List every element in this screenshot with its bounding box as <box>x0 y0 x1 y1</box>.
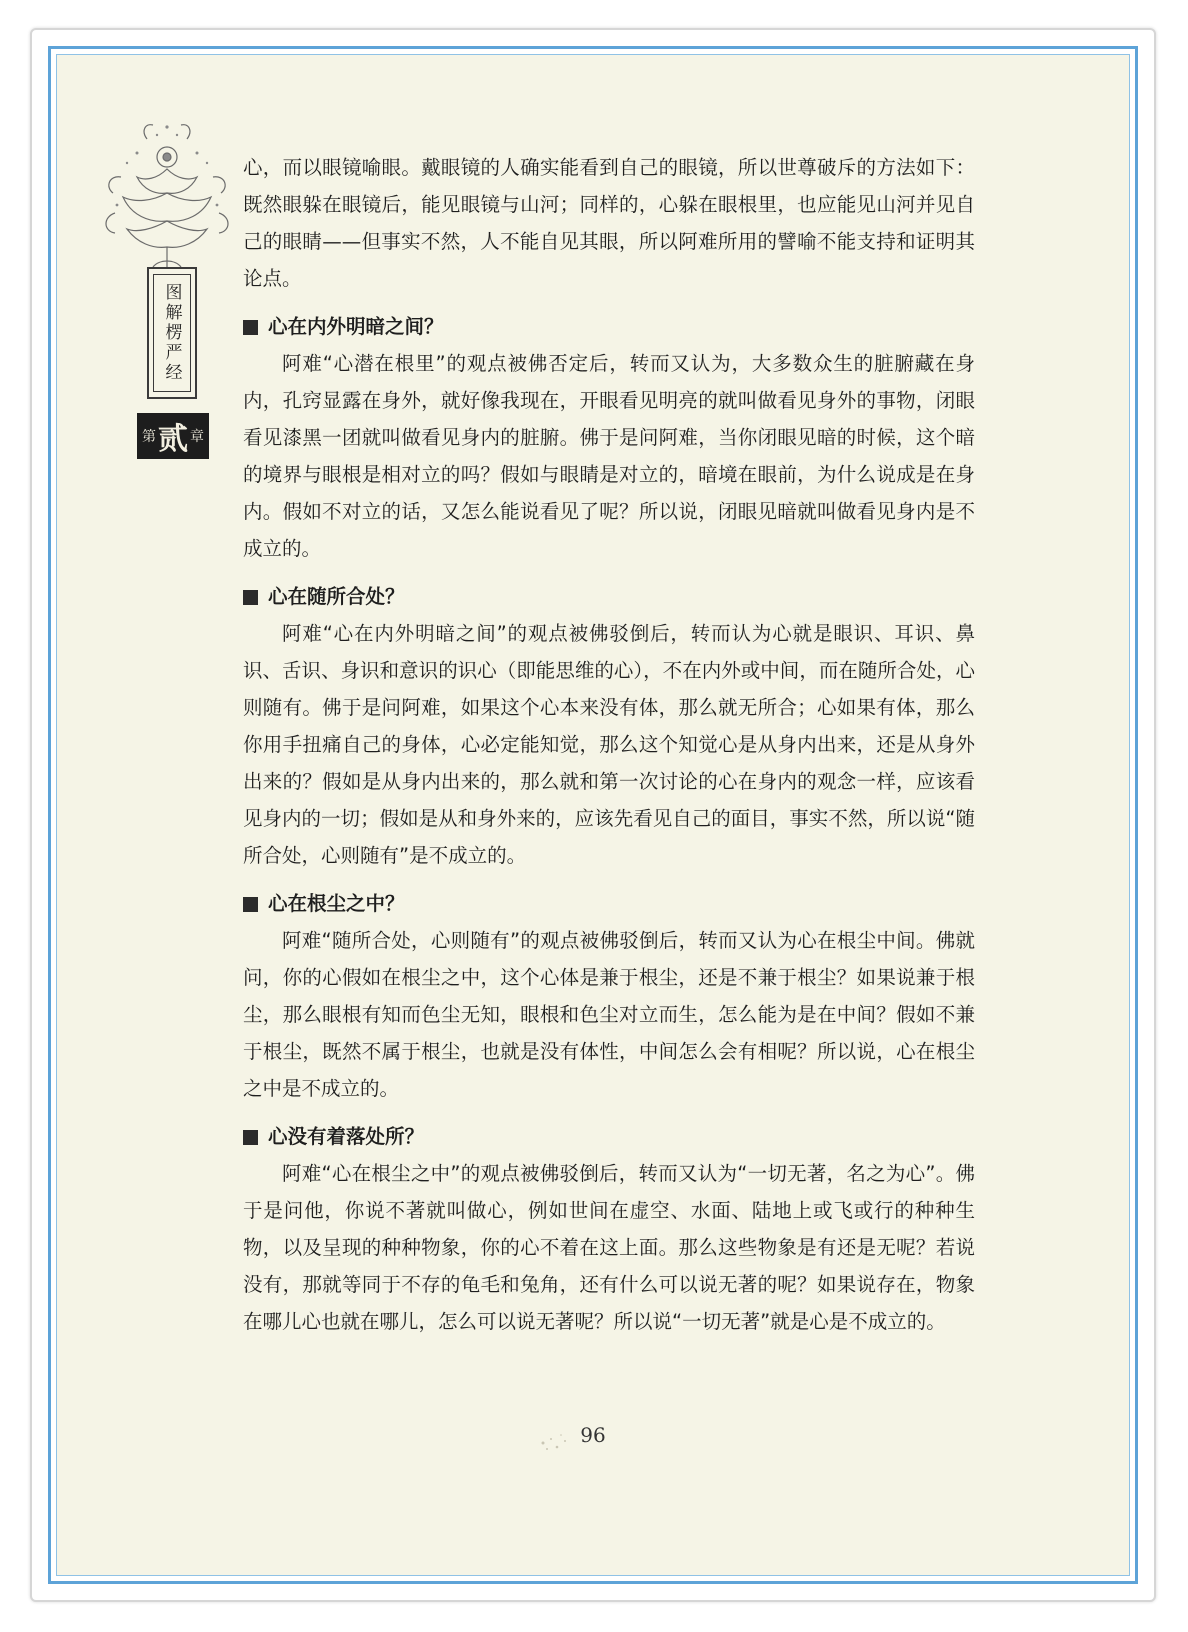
section-square-icon <box>243 897 258 912</box>
chapter-prefix: 第 <box>142 429 156 445</box>
section-heading <box>243 309 975 345</box>
page-number: 96 <box>580 1423 606 1447</box>
section-heading <box>243 886 975 922</box>
main-text <box>243 149 975 1340</box>
section-heading <box>243 1119 975 1155</box>
chapter-badge <box>137 413 209 459</box>
section-heading-text: 心在内外明暗之间？ <box>268 315 444 338</box>
section-heading-text: 心在根尘之中？ <box>268 892 405 915</box>
book-page <box>56 54 1130 1576</box>
section-body: 阿难“心在内外明暗之间”的观点被佛驳倒后，转而认为心就是眼识、耳识、鼻识、舌识、身识和意识的识心（即能思维的心），不在内外或中间，而在随所合处，心则随有。佛于是问阿难，如果这个心本来没有体，那么就无所合；心如果有体，那么你用手扭痛自己的身体，心必定能知觉，那么这个知觉心是从身内出来，还是从身外出来的？假如是从身内出来的，那么就和第一次讨论的心在身内的观念一样，应该看见身内的一切；假如是从和身外来的，应该先看见自己的面目，事实不然，所以说“随所合处，心则随有”是不成立的。 <box>243 622 975 867</box>
section-body: 阿难“心在根尘之中”的观点被佛驳倒后，转而又认为“一切无著，名之为心”。佛于是问他，你说不著就叫做心，例如世间在虚空、水面、陆地上或飞或行的种种生物，以及呈现的种种物象，你的心不着在这上面。那么这些物象是有还是无呢？若说没有，那就等同于不存的龟毛和兔角，还有什么可以说无著的呢？如果说存在，物象在哪儿心也就在哪儿，怎么可以说无著呢？所以说“一切无著”就是心是不成立的。 <box>243 1162 975 1333</box>
section-heading <box>243 579 975 615</box>
chapter-number: 贰 <box>158 422 188 457</box>
intro-paragraph: 心，而以眼镜喻眼。戴眼镜的人确实能看到自己的眼镜，所以世尊破斥的方法如下：既然眼躲在眼镜后，能见眼镜与山河；同样的，心躲在眼根里，也应能见山河并见自己的眼睛——但事实不然，人不能自见其眼，所以阿难所用的譬喻不能支持和证明其论点。 <box>243 156 975 290</box>
section-square-icon <box>243 320 258 335</box>
section-heading-text: 心没有着落处所？ <box>268 1125 425 1148</box>
chapter-suffix: 章 <box>190 429 204 445</box>
section-square-icon <box>243 590 258 605</box>
book-title-inner-border <box>153 274 191 392</box>
book-title: 图解楞严经 <box>161 283 182 383</box>
section-body: 阿难“随所合处，心则随有”的观点被佛驳倒后，转而又认为心在根尘中间。佛就问，你的心假如在根尘之中，这个心体是兼于根尘，还是不兼于根尘？如果说兼于根尘，那么眼根有知而色尘无知，眼根和色尘对立而生，怎么能为是在中间？假如不兼于根尘，既然不属于根尘，也就是没有体性，中间怎么会有相呢？所以说，心在根尘之中是不成立的。 <box>243 929 975 1100</box>
section-square-icon <box>243 1130 258 1145</box>
book-title-box <box>147 267 197 399</box>
section-heading-text: 心在随所合处？ <box>268 585 405 608</box>
section-body: 阿难“心潜在根里”的观点被佛否定后，转而又认为，大多数众生的脏腑藏在身内，孔窍显露在身外，就好像我现在，开眼看见明亮的就叫做看见身外的事物，闭眼看见漆黑一团就叫做看见身内的脏腑。佛于是问阿难，当你闭眼见暗的时候，这个暗的境界与眼根是相对立的吗？假如与眼睛是对立的，暗境在眼前，为什么说成是在身内。假如不对立的话，又怎么能说看见了呢？所以说，闭眼见暗就叫做看见身内是不成立的。 <box>243 352 975 560</box>
lotus-ornament-icon <box>97 117 237 277</box>
